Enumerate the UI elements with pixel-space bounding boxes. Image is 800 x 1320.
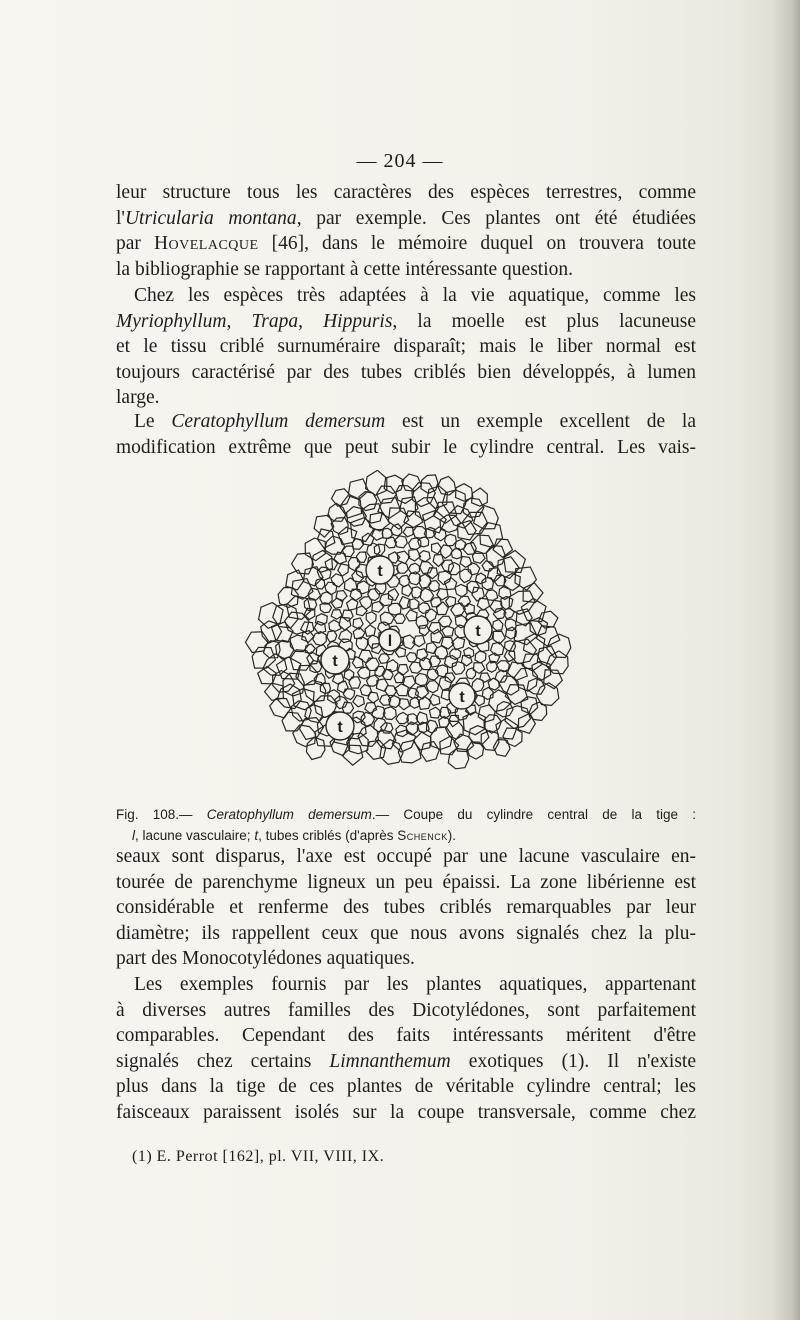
tissue-cell (327, 631, 337, 642)
tissue-cell (303, 567, 323, 586)
tissue-cell (365, 702, 377, 713)
tissue-cell (353, 711, 365, 723)
text-line: comparables. Cependant des faits intéressants méritent d'être (116, 1025, 696, 1047)
figure-label: t (337, 719, 343, 736)
tissue-cell (467, 742, 483, 759)
tissue-cell (429, 707, 441, 718)
tissue-cell (388, 589, 398, 601)
tissue-cell (460, 556, 472, 567)
tissue-cell (332, 489, 351, 506)
tissue-cell (338, 564, 349, 576)
text-line: l'Utricularia montana, par exemple. Ces plantes ont été étudiées (116, 207, 696, 229)
tissue-cell (472, 488, 488, 506)
tissue-cell (418, 696, 431, 709)
tissue-cell (344, 578, 357, 592)
tissue-cell (493, 620, 503, 631)
tissue-cell (348, 558, 360, 571)
tissue-cell (352, 571, 364, 582)
tissue-cell (357, 552, 367, 563)
figure-caption (116, 804, 696, 846)
tissue-cell (406, 653, 417, 663)
tissue-cell (481, 731, 499, 751)
tissue-cell (343, 745, 363, 765)
text-line: tourée de parenchyme ligneux un peu épaissi. La zone libérienne est (116, 871, 696, 893)
tissue-cell (448, 563, 460, 575)
paragraph-1 (116, 180, 696, 282)
species-name: Utricularia montana (124, 207, 297, 229)
text-line: plus dans la tige de ces plantes de véritable cylindre central; les (116, 1076, 696, 1098)
cell-tissue-drawing (240, 470, 580, 790)
paragraph-3 (116, 409, 696, 460)
tissue-cell (460, 569, 472, 583)
tissue-cell (338, 681, 349, 693)
tissue-cell (455, 584, 467, 597)
tissue-cell (306, 737, 325, 759)
tissue-cell (391, 524, 402, 536)
tissue-cell (394, 614, 406, 623)
tissue-cell (420, 625, 430, 636)
tissue-cell (429, 623, 441, 635)
tissue-cell (366, 612, 376, 624)
text-line: considérable et renferme des tubes criblés remarquables par leur (116, 897, 696, 919)
tissue-cell (347, 507, 367, 527)
tissue-cell (478, 705, 495, 722)
tissue-cell (431, 629, 443, 643)
text-line: par Hovelacque [46], dans le mémoire duquel on trouvera toute (116, 233, 696, 255)
tissue-cell (353, 695, 365, 707)
tissue-cell (486, 590, 498, 601)
tissue-cell (403, 527, 413, 537)
tissue-cell (445, 534, 457, 545)
paragraph-5 (116, 972, 696, 1126)
tissue-cell (437, 589, 448, 600)
tissue-cell (463, 712, 485, 735)
tissue-cell (426, 681, 438, 693)
tissue-cell (332, 598, 344, 608)
tissue-cell (410, 662, 423, 674)
stem-cross-section-figure (240, 470, 580, 790)
text-line: seaux sont disparus, l'axe est occupé par une lacune vasculaire en- (116, 846, 696, 867)
text-line: et le tissu criblé surnuméraire disparaît; mais le liber normal est (116, 336, 696, 358)
text-line: faisceaux paraissent isolés sur la coupe transversale, comme chez (116, 1101, 696, 1123)
tissue-cell (339, 629, 352, 642)
author-name: Schenck (397, 828, 448, 843)
tissue-cell (305, 644, 315, 653)
tissue-cell (360, 685, 372, 696)
tissue-cell (312, 551, 333, 573)
tissue-cell (427, 669, 438, 680)
tissue-cell (440, 545, 452, 559)
page-edge-shadow (772, 0, 800, 1320)
genus-name: Hippuris (323, 310, 393, 332)
species-name: Ceratophyllum demersum (171, 411, 386, 432)
tissue-cell (366, 741, 385, 760)
tissue-cell (305, 538, 325, 561)
tissue-cell (380, 740, 403, 765)
tissue-cell (406, 610, 417, 621)
text-line: diamètre; ils rappellent ceux que nous avons signalés chez la plu- (116, 922, 696, 944)
text-line: part des Monocotylédones aquatiques. (116, 948, 415, 970)
tissue-cell (456, 484, 473, 502)
tissue-cell (365, 625, 376, 636)
paragraph-4 (116, 844, 696, 972)
tissue-cell (468, 563, 480, 575)
tissue-cell (429, 694, 440, 705)
tissue-cell (428, 581, 439, 592)
tissue-cell (507, 662, 527, 681)
tissue-cell (432, 543, 442, 554)
tissue-cell (372, 706, 385, 718)
tissue-cell (325, 582, 337, 594)
tissue-cell (397, 562, 409, 573)
tissue-cell (431, 598, 442, 607)
text-line: Le Ceratophyllum demersum est un exemple excellent de la (134, 411, 696, 432)
figure-label: t (475, 623, 481, 640)
tissue-cell (431, 727, 453, 749)
tissue-cell (509, 591, 535, 614)
tissue-cell (416, 673, 429, 685)
tissue-cell (452, 662, 464, 675)
tissue-cell (419, 603, 430, 614)
page-number: — 204 — (356, 150, 444, 172)
tissue-cell (342, 610, 353, 621)
tissue-cell (292, 553, 314, 574)
genus-name: Myriophyllum (116, 310, 227, 332)
caption-line: Fig. 108.— Ceratophyllum demersum.— Coupe du cylindre central de la tige : (116, 807, 697, 822)
tissue-cell (276, 657, 300, 679)
tissue-cell (464, 648, 474, 659)
genus-name: Trapa (251, 310, 299, 332)
figure-label: t (377, 563, 383, 580)
text-line: Les exemples fournis par les plantes aquatiques, appartenant (134, 974, 696, 995)
tissue-cell (466, 668, 476, 679)
tissue-cell (366, 470, 387, 495)
tissue-cell (458, 596, 470, 606)
tissue-cell (358, 667, 370, 679)
text-line: Myriophyllum, Trapa, Hippuris, la moelle est plus lacuneuse (116, 310, 697, 332)
tissue-cell (270, 698, 291, 718)
tissue-cell (407, 599, 419, 610)
paragraph-2 (116, 283, 696, 411)
text-line: modification extrême que peut subir le cylindre central. Les vais- (116, 436, 696, 458)
figure-label: t (459, 689, 465, 706)
tissue-cell (412, 483, 435, 507)
caption-line: l, lacune vasculaire; t, tubes criblés (d'après Schenck). (132, 828, 456, 843)
tissue-cell (475, 651, 486, 664)
text-line: signalés chez certains Limnanthemum exotiques (1). Il n'existe (116, 1050, 696, 1072)
tissue-cell (503, 728, 522, 747)
tissue-cell (403, 676, 415, 688)
species-name: Ceratophyllum demersum (206, 807, 372, 822)
tissue-cell (486, 545, 505, 567)
footnote: (1) E. Perrot [162], pl. VII, VIII, IX. (132, 1148, 385, 1165)
text-line: Chez les espèces très adaptées à la vie aquatique, comme les (134, 285, 696, 306)
tissue-cell (442, 560, 454, 572)
author-name: Hovelacque (153, 233, 259, 255)
figure-label: l (387, 633, 393, 650)
text-line: à diverses autres familles des Dicotylédones, sont parfaitement (116, 999, 696, 1021)
tissue-cell (359, 650, 373, 663)
figure-label: t (332, 653, 338, 670)
text-line: large. (116, 387, 160, 409)
text-line: leur structure tous les caractères des espèces terrestres, comme (116, 182, 696, 203)
text-line: toujours caractérisé par des tubes criblés bien développés, à lumen (116, 361, 696, 383)
tissue-cell (442, 626, 454, 636)
tissue-cell (523, 583, 543, 603)
tissue-cell (356, 606, 367, 616)
text-line: la bibliographie se rapportant à cette intéressante question. (116, 258, 574, 280)
genus-name: Limnanthemum (329, 1050, 451, 1072)
tissue-cell (316, 614, 328, 626)
